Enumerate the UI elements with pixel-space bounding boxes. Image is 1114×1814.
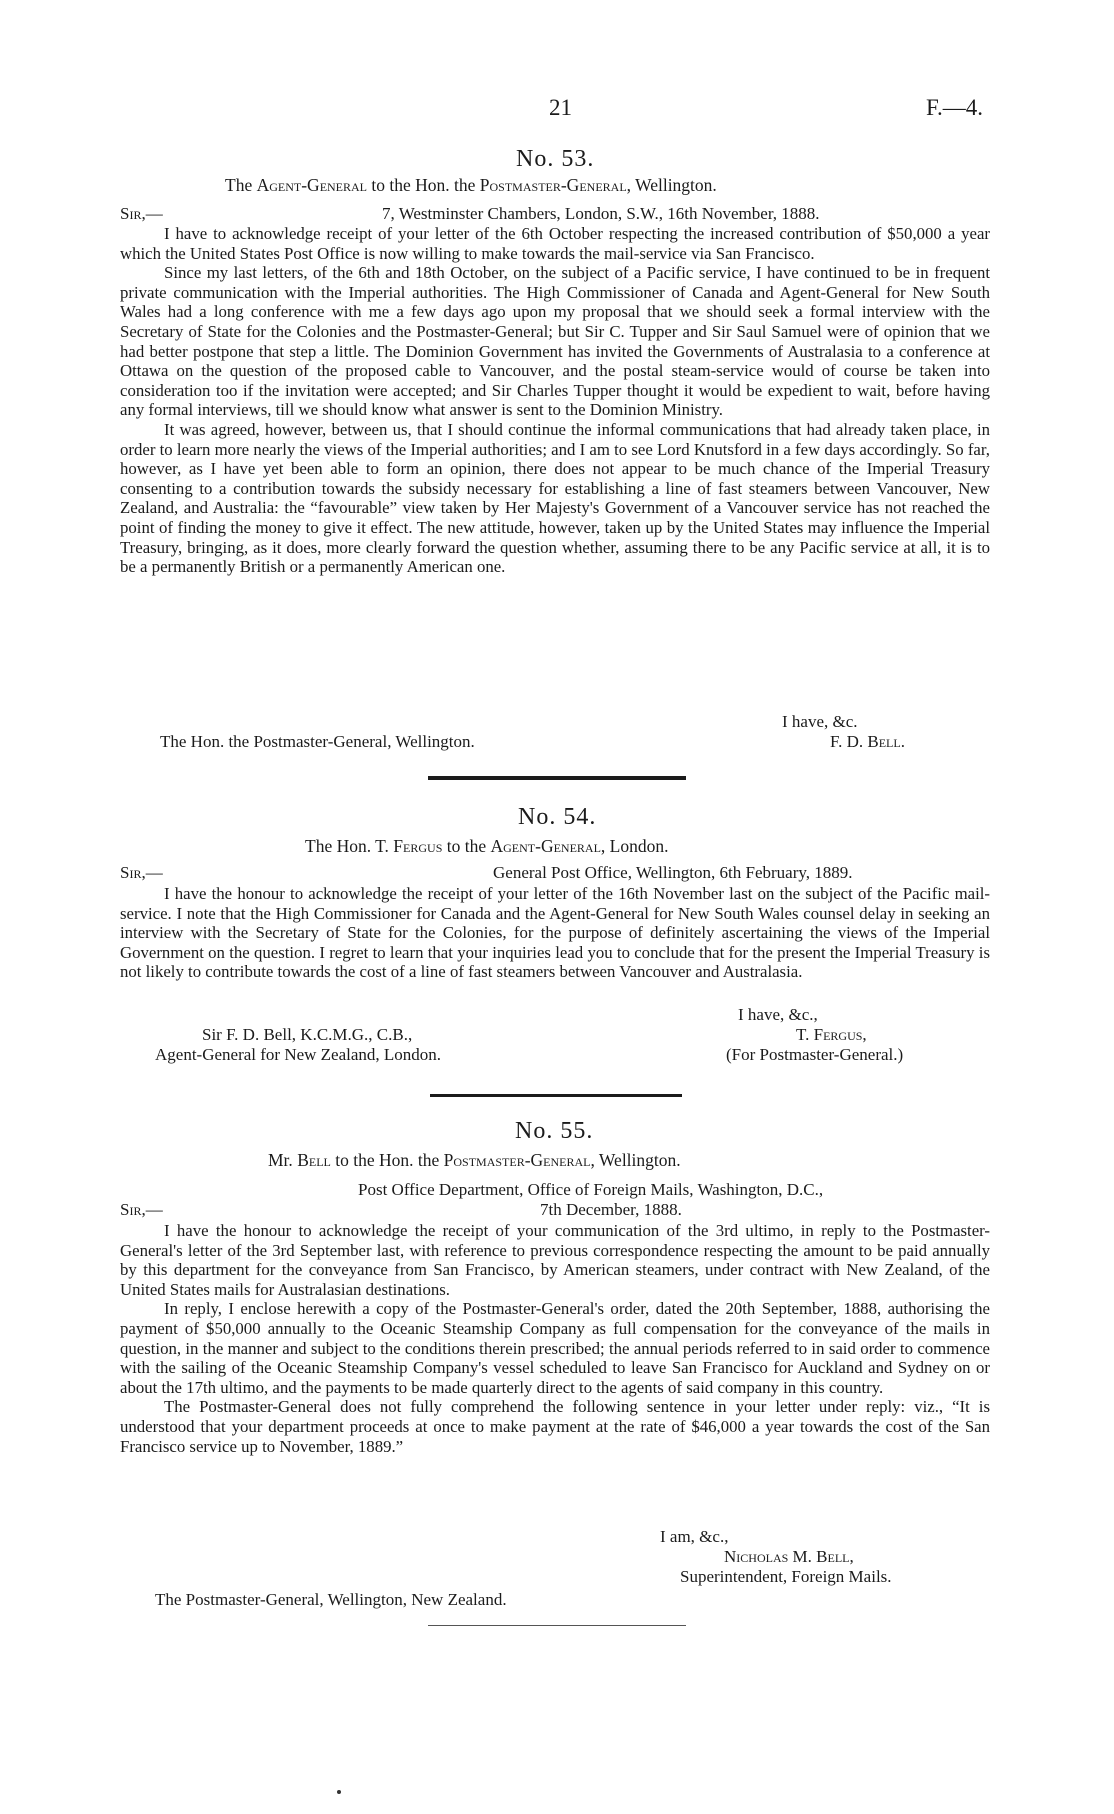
letter-number: No. 55. — [515, 1118, 594, 1144]
addressee: The Postmaster-General, Wellington, New Zealand. — [155, 1590, 507, 1609]
place-date: 7th December, 1888. — [540, 1200, 682, 1219]
addressee: The Hon. the Postmaster-General, Wellington. — [160, 732, 475, 751]
salutation: Sir,— — [120, 204, 163, 223]
letter-body — [120, 884, 990, 982]
closing: I am, &c., — [660, 1527, 729, 1546]
salutation: Sir,— — [120, 863, 163, 882]
signature-title: Superintendent, Foreign Mails. — [680, 1567, 892, 1586]
paragraph: I have the honour to acknowledge the receipt of your communication of the 3rd ultimo, in reply to the Postmaster-General's letter of the 3rd September last, with reference to previous correspondence respecting the amount to be paid annually by this department for the conveyance from San Francisco, by American steamers, under contract with New Zealand, of the United States mails for Australasian destinations. — [120, 1221, 990, 1299]
place-line: Post Office Department, Office of Foreign Mails, Washington, D.C., — [358, 1180, 824, 1199]
document-reference: F.—4. — [926, 95, 983, 120]
addressee-title: Agent-General for New Zealand, London. — [155, 1045, 442, 1064]
paragraph: I have the honour to acknowledge the receipt of your letter of the 16th November last on the subject of the Pacific mail-service. I note that the High Commissioner for Canada and the Agent-General for New South Wales counsel delay in seeking an interview with the Secretary of State for the Colonies, for the purpose of definitely ascertaining the views of the Imperial Government on the question. I regret to learn that your inquiries lead you to conclude that for the present the Imperial Treasury is not likely to contribute towards the cost of a line of fast steamers between Vancouver and Australasia. — [120, 884, 990, 982]
letter-address-line: The Agent-General to the Hon. the Postmaster-General, Wellington. — [225, 175, 717, 195]
signature: F. D. Bell. — [830, 732, 905, 751]
signature-note: (For Postmaster-General.) — [726, 1045, 904, 1064]
signature: Nicholas M. Bell, — [724, 1547, 854, 1566]
separator-rule — [428, 776, 686, 780]
letter-body — [120, 224, 990, 577]
paragraph: It was agreed, however, between us, that I should continue the informal communications that had already taken place, in order to learn more nearly the views of the Imperial authorities; and I am to see Lord Knutsford in a few days accordingly. So far, however, as I have yet been able to form an opinion, there does not appear to be much chance of the Imperial Treasury consenting to a contribution towards the subsidy necessary for establishing a line of fast steamers between Vancouver, New Zealand, and Australia: the “favourable” view taken by Her Majesty's Government of a Vancouver service has not reached the point of finding the money to give it effect. The new attitude, however, taken up by the United States may influence the Imperial Treasury, bringing, as it does, more clearly forward the question whether, assuming there to be any Pacific service at all, it is to be a permanently British or a permanently American one. — [120, 419, 990, 577]
signature: T. Fergus, — [796, 1025, 867, 1044]
closing: I have, &c., — [738, 1005, 818, 1024]
place-date: General Post Office, Wellington, 6th February, 1889. — [493, 863, 853, 882]
page-number: 21 — [549, 95, 572, 120]
salutation: Sir,— — [120, 1200, 163, 1219]
letter-address-line: The Hon. T. Fergus to the Agent-General, London. — [305, 836, 669, 856]
closing: I have, &c. — [782, 712, 858, 731]
paragraph: Since my last letters, of the 6th and 18th October, on the subject of a Pacific service, I have continued to be in frequent private communication with the Imperial authorities. The High Commissioner of Canada and Agent-General for New South Wales had a long conference with me a few days ago upon my proposal that we should seek a formal interview with the Secretary of State for the Colonies and the Postmaster-General; but Sir C. Tupper and Sir Saul Samuel were of opinion that we had better postpone that step a little. The Dominion Government has invited the Governments of Australasia to a conference at Ottawa on the question of the proposed cable to Vancouver, and the postal steam-service would of course be taken into consideration too if the invitation were accepted; and Sir Charles Tupper thought it would be expedient to wait, before having any formal interviews, till we should know what answer is sent to the Dominion Ministry. — [120, 263, 990, 420]
letter-body — [120, 1221, 990, 1456]
paragraph: In reply, I enclose herewith a copy of the Postmaster-General's order, dated the 20th September, 1888, authorising the payment of $50,000 annually to the Oceanic Steamship Company as full compensation for the conveyance of the mails in question, in the manner and subject to the conditions therein prescribed; the annual periods referred to in said order to commence with the sailing of the Oceanic Steamship Company's vessel scheduled to leave San Francisco for Auckland and Sydney on or about the 17th ultimo, and the payments to be made quarterly direct to the agents of said company in this country. — [120, 1299, 990, 1397]
paragraph: The Postmaster-General does not fully comprehend the following sentence in your letter under reply: viz., “It is understood that your department proceeds at once to make payment at the rate of $46,000 a year towards the cost of the San Francisco service up to November, 1889.” — [120, 1397, 990, 1456]
paragraph: I have to acknowledge receipt of your letter of the 6th October respecting the increased contribution of $50,000 a year which the United States Post Office is now willing to make towards the mail-service via San Francisco. — [120, 224, 990, 263]
print-speck — [337, 1790, 341, 1794]
end-rule — [428, 1625, 686, 1626]
letter-address-line: Mr. Bell to the Hon. the Postmaster-General, Wellington. — [268, 1150, 681, 1170]
letter-number: No. 54. — [518, 804, 597, 830]
letter-number: No. 53. — [516, 146, 595, 172]
addressee-name: Sir F. D. Bell, K.C.M.G., C.B., — [202, 1025, 413, 1044]
place-date: 7, Westminster Chambers, London, S.W., 16th November, 1888. — [382, 204, 820, 223]
separator-rule — [430, 1094, 682, 1097]
